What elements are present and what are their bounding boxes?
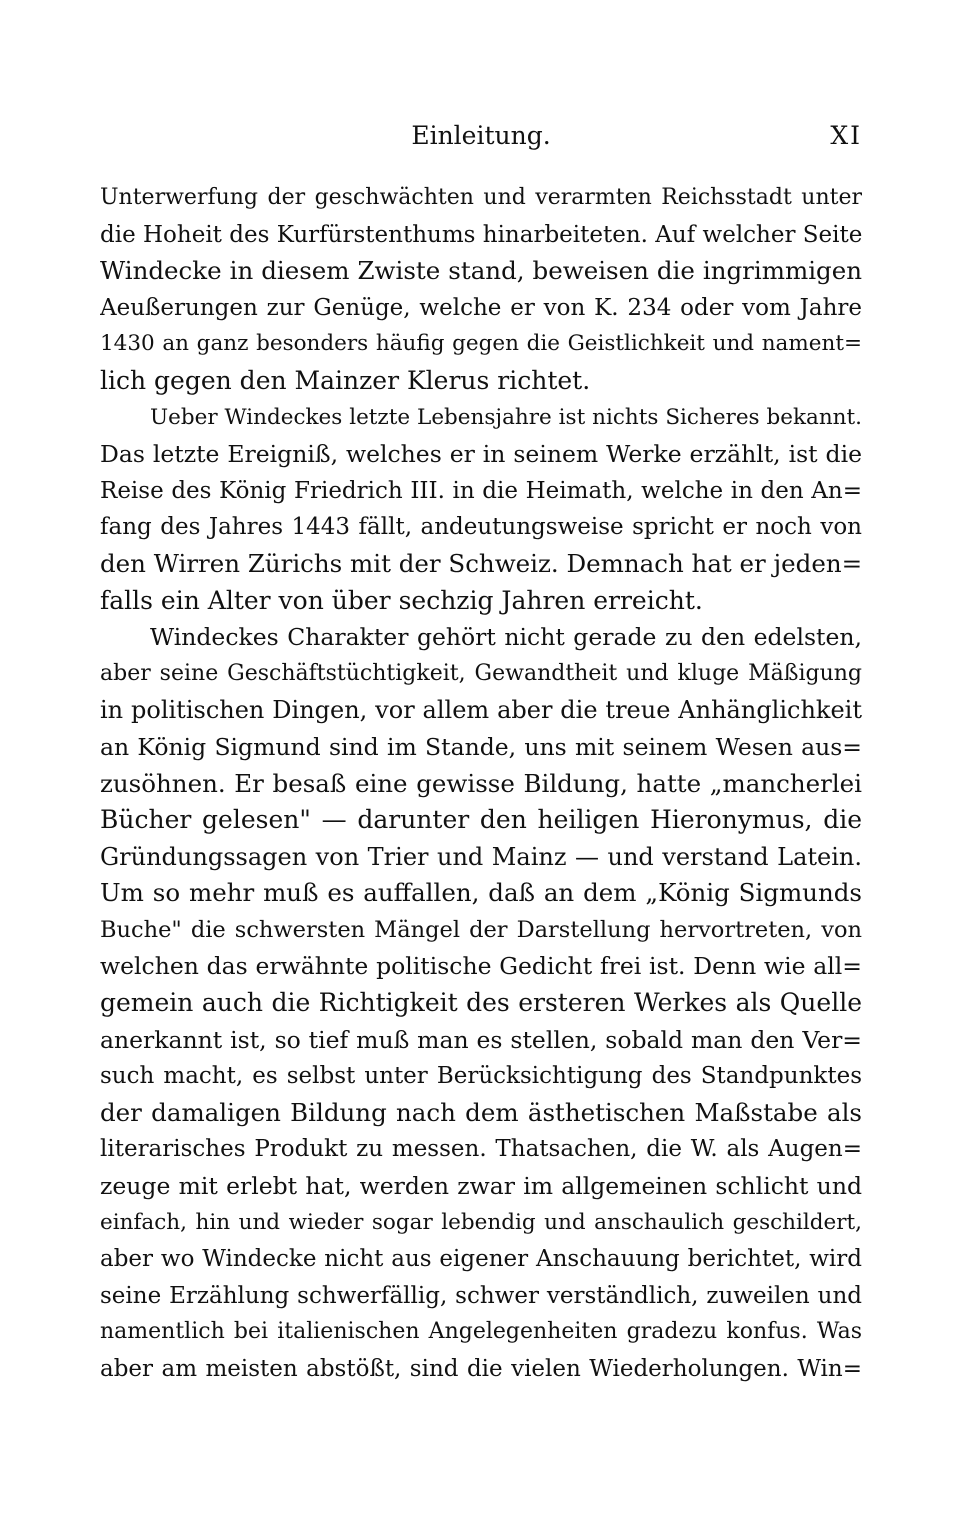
text-line: Windeckes Charakter gehört nicht gerade zu den edelsten, (150, 623, 862, 652)
text-line: in politischen Dingen, vor allem aber die treue Anhänglichkeit (100, 696, 862, 725)
text-line: Gründungssagen von Trier und Mainz — und verstand Latein. (100, 842, 862, 871)
text-line: Bücher gelesen" — darunter den heiligen Hieronymus, die (100, 805, 862, 835)
text-line: die Hoheit des Kurfürstenthums hinarbeiteten. Auf welcher Seite (100, 221, 862, 248)
header-title: Einleitung. (411, 121, 551, 150)
page-number: XI (830, 121, 862, 150)
text-line: namentlich bei italienischen Angelegenheiten gradezu konfus. Was (100, 1319, 862, 1345)
text-line: gemein auch die Richtigkeit des ersteren Werkes als Quelle (100, 988, 862, 1018)
text-line: einfach, hin und wieder sogar lebendig und anschaulich geschildert, (100, 1209, 862, 1235)
text-line: Ueber Windeckes letzte Lebensjahre ist nichts Sicheres bekannt. (150, 404, 862, 430)
text-line: aber am meisten abstößt, sind die vielen Wiederholungen. Win= (100, 1356, 862, 1382)
text-line: zusöhnen. Er besaß eine gewisse Bildung, hatte „mancherlei (100, 768, 862, 798)
text-line: Unterwerfung der geschwächten und verarmten Reichsstadt unter (100, 185, 862, 210)
text-line: der damaligen Bildung nach dem ästhetischen Maßstabe als (100, 1097, 862, 1127)
text-line: Aeußerungen zur Genüge, welche er von K. 234 oder vom Jahre (100, 294, 862, 321)
text-line: 1430 an ganz besonders häufig gegen die Geistlichkeit und nament= (100, 331, 862, 357)
text-line: Reise des König Friedrich III. in die Heimath, welche in den An= (100, 477, 862, 504)
text-line: lich gegen den Mainzer Klerus richtet. (100, 365, 591, 395)
text-line: anerkannt ist, so tief muß man es stellen, sobald man den Ver= (100, 1025, 862, 1054)
text-line: Das letzte Ereigniß, welches er in seinem Werke erzählt, ist die (100, 440, 862, 469)
body-text (100, 180, 862, 1388)
text-line: aber seine Geschäftstüchtigkeit, Gewandtheit und kluge Mäßigung (100, 660, 862, 686)
text-line: den Wirren Zürichs mit der Schweiz. Demnach hat er jeden= (100, 548, 862, 578)
text-line: aber wo Windecke nicht aus eigener Anschauung berichtet, wird (100, 1246, 862, 1273)
text-line: falls ein Alter von über sechzig Jahren erreicht. (100, 585, 703, 615)
text-line: an König Sigmund sind im Stande, uns mit seinem Wesen aus= (100, 732, 862, 761)
text-line: literarisches Produkt zu messen. Thatsachen, die W. als Augen= (100, 1136, 862, 1163)
text-line: Um so mehr muß es auffallen, daß an dem „König Sigmunds (100, 878, 862, 908)
running-header (100, 118, 862, 158)
text-line: Buche" die schwersten Mängel der Darstellung hervortreten, von (100, 916, 862, 943)
text-line: welchen das erwähnte politische Gedicht frei ist. Denn wie all= (100, 952, 862, 981)
text-line: Windecke in diesem Zwiste stand, beweisen die ingrimmigen (100, 256, 862, 286)
text-line: seine Erzählung schwerfällig, schwer verständlich, zuweilen und (100, 1282, 862, 1309)
text-line: fang des Jahres 1443 fällt, andeutungsweise spricht er noch von (100, 514, 862, 541)
text-line: zeuge mit erlebt hat, werden zwar im allgemeinen schlicht und (100, 1172, 862, 1201)
text-line: such macht, es selbst unter Berücksichtigung des Standpunktes (100, 1063, 862, 1090)
